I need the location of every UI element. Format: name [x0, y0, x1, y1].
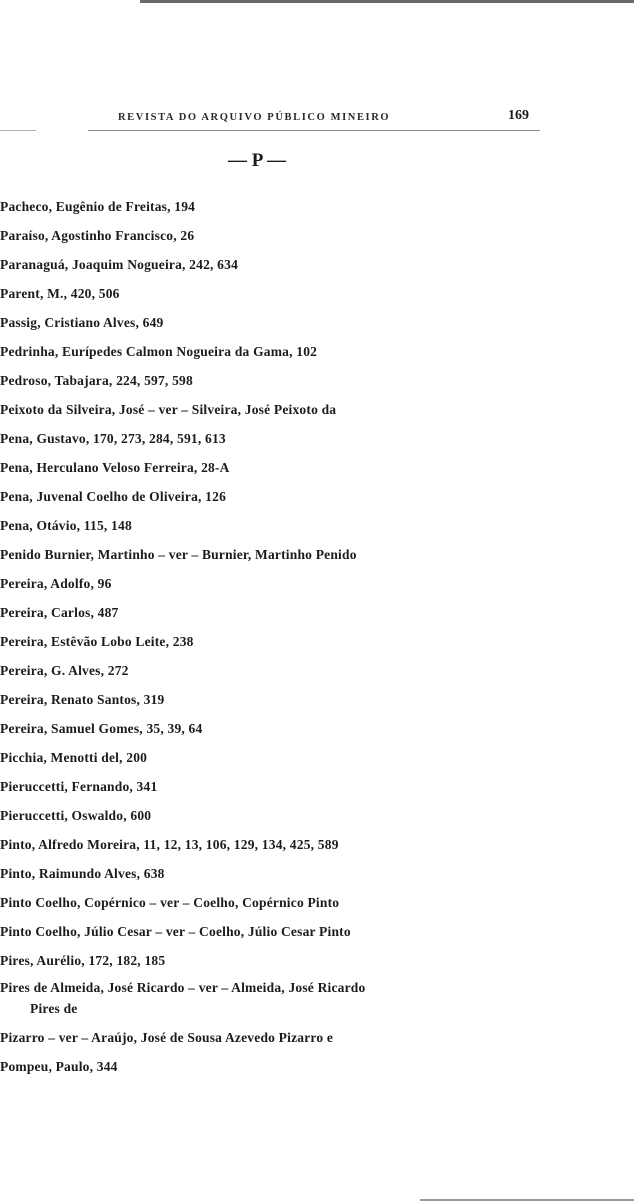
index-entry: Pena, Otávio, 115, 148	[0, 518, 132, 533]
index-entry-multiline	[0, 975, 634, 1023]
running-head	[0, 104, 634, 134]
index-entry: Pizarro – ver – Araújo, José de Sousa Azevedo Pizarro e	[0, 1030, 334, 1045]
scan-top-edge	[140, 0, 634, 3]
index-entry: Pieruccetti, Oswaldo, 600	[0, 808, 152, 823]
index-entry: Pedrinha, Eurípedes Calmon Nogueira da Gama, 102	[0, 344, 318, 359]
index-entry: Passig, Cristiano Alves, 649	[0, 315, 164, 330]
header-rule-left	[0, 130, 36, 131]
index-entry: Pereira, Renato Santos, 319	[0, 692, 165, 707]
index-entry: Paranaguá, Joaquim Nogueira, 242, 634	[0, 257, 239, 272]
index-entry: Pena, Herculano Veloso Ferreira, 28-A	[0, 460, 230, 475]
index-entry: Picchia, Menotti del, 200	[0, 750, 148, 765]
index-entry-list	[0, 192, 634, 1081]
index-entry-continuation: Pires de	[30, 1001, 78, 1016]
index-entry: Pieruccetti, Fernando, 341	[0, 779, 158, 794]
index-entry: Pereira, G. Alves, 272	[0, 663, 129, 678]
index-entry: Pompeu, Paulo, 344	[0, 1059, 118, 1074]
index-entry: Parent, M., 420, 506	[0, 286, 120, 301]
index-entry: Pena, Juvenal Coelho de Oliveira, 126	[0, 489, 227, 504]
index-entry: Pinto, Alfredo Moreira, 11, 12, 13, 106, 129, 134, 425, 589	[0, 837, 339, 852]
scan-bottom-edge	[420, 1199, 634, 1201]
index-entry: Penido Burnier, Martinho – ver – Burnier, Martinho Penido	[0, 547, 357, 562]
index-entry: Paraíso, Agostinho Francisco, 26	[0, 228, 195, 243]
index-entry: Pereira, Adolfo, 96	[0, 576, 112, 591]
page-number: 169	[508, 108, 529, 123]
running-title: REVISTA DO ARQUIVO PÚBLICO MINEIRO	[118, 112, 391, 123]
index-entry: Pacheco, Eugênio de Freitas, 194	[0, 199, 196, 214]
index-entry: Pereira, Carlos, 487	[0, 605, 119, 620]
index-entry: Pinto Coelho, Júlio Cesar – ver – Coelho, Júlio Cesar Pinto	[0, 924, 351, 939]
index-entry: Pires, Aurélio, 172, 182, 185	[0, 953, 166, 968]
index-entry: Pereira, Samuel Gomes, 35, 39, 64	[0, 721, 203, 736]
section-heading: — P —	[228, 150, 287, 171]
index-entry-line: Pires de Almeida, José Ricardo – ver – Almeida, José Ricardo	[0, 980, 366, 995]
header-rule	[88, 130, 540, 131]
index-entry: Pinto, Raimundo Alves, 638	[0, 866, 165, 881]
index-entry: Pedroso, Tabajara, 224, 597, 598	[0, 373, 193, 388]
index-entry: Peixoto da Silveira, José – ver – Silveira, José Peixoto da	[0, 402, 337, 417]
index-entry: Pena, Gustavo, 170, 273, 284, 591, 613	[0, 431, 226, 446]
index-entry: Pinto Coelho, Copérnico – ver – Coelho, Copérnico Pinto	[0, 895, 340, 910]
index-entry: Pereira, Estêvão Lobo Leite, 238	[0, 634, 194, 649]
